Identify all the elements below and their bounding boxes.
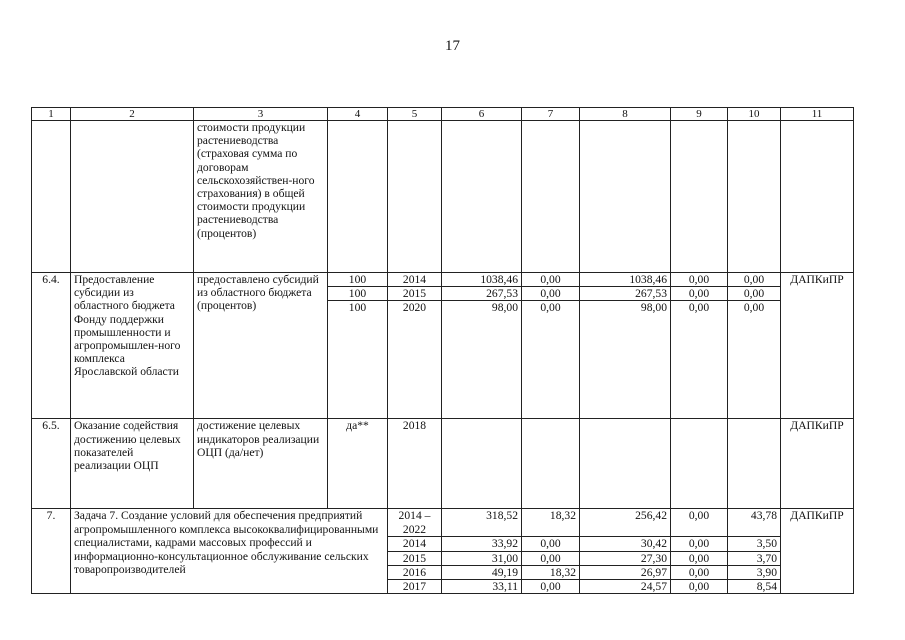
total-cell: 318,52 <box>442 509 522 537</box>
indicator-cell: стоимости продукции растениеводства (страховая сумма по договорам сельскохозяйствен-ного страхования) в общей стоимости продукции растениеводства (процентов) <box>194 121 328 273</box>
column-header: 2 <box>71 108 194 121</box>
row-number: 6.4. <box>32 273 71 419</box>
total-cell: 49,19 <box>442 565 522 579</box>
activity-name: Оказание содействия достижению целевых показателей реализации ОЦП <box>71 419 194 509</box>
executor-cell: ДАПКиПР <box>781 509 854 594</box>
year-cell: 2014 <box>388 273 442 287</box>
total-cell: 1038,46 <box>442 273 522 287</box>
municipal-cell: 0,00 <box>671 273 728 287</box>
other-cell: 0,00 <box>728 287 781 301</box>
federal-cell: 18,32 <box>522 565 580 579</box>
municipal-cell: 0,00 <box>671 509 728 537</box>
total-cell: 267,53 <box>442 287 522 301</box>
column-header: 3 <box>194 108 328 121</box>
column-header: 10 <box>728 108 781 121</box>
municipal-cell: 0,00 <box>671 287 728 301</box>
page-number: 17 <box>445 38 460 54</box>
regional-cell: 256,42 <box>580 509 671 537</box>
other-cell: 3,90 <box>728 565 781 579</box>
regional-cell: 30,42 <box>580 537 671 551</box>
table-row <box>32 273 854 287</box>
federal-cell: 18,32 <box>522 509 580 537</box>
year-cell: 2017 <box>388 580 442 594</box>
regional-cell: 267,53 <box>580 287 671 301</box>
total-cell: 33,92 <box>442 537 522 551</box>
other-cell: 3,50 <box>728 537 781 551</box>
regional-cell: 26,97 <box>580 565 671 579</box>
indicator-cell: предоставлено субсидий из областного бюджета (процентов) <box>194 273 328 419</box>
total-cell: 33,11 <box>442 580 522 594</box>
municipal-cell: 0,00 <box>671 580 728 594</box>
table-row <box>32 121 854 273</box>
regional-cell: 98,00 <box>580 301 671 419</box>
regional-cell: 24,57 <box>580 580 671 594</box>
column-header: 6 <box>442 108 522 121</box>
executor-cell: ДАПКиПР <box>781 419 854 509</box>
year-cell: 2020 <box>388 301 442 419</box>
other-cell: 43,78 <box>728 509 781 537</box>
target-value: 100 <box>328 287 388 301</box>
year-cell: 2014 – 2022 <box>388 509 442 537</box>
other-cell: 0,00 <box>728 273 781 287</box>
regional-cell: 1038,46 <box>580 273 671 287</box>
column-header: 5 <box>388 108 442 121</box>
total-cell: 31,00 <box>442 551 522 565</box>
row-number: 7. <box>32 509 71 594</box>
table-row <box>32 419 854 509</box>
year-cell: 2015 <box>388 551 442 565</box>
other-cell: 0,00 <box>728 301 781 419</box>
federal-cell: 0,00 <box>522 287 580 301</box>
target-value: 100 <box>328 301 388 419</box>
activity-name: Предоставление субсидии из областного бюджета Фонду поддержки промышленности и агропромышлен-ного комплекса Ярославской области <box>71 273 194 419</box>
target-value: 100 <box>328 273 388 287</box>
column-header: 11 <box>781 108 854 121</box>
federal-cell: 0,00 <box>522 551 580 565</box>
municipal-cell: 0,00 <box>671 537 728 551</box>
row-number: 6.5. <box>32 419 71 509</box>
table-row <box>32 509 854 537</box>
federal-cell: 0,00 <box>522 537 580 551</box>
target-value: да** <box>328 419 388 509</box>
executor-cell: ДАПКиПР <box>781 273 854 419</box>
municipal-cell: 0,00 <box>671 565 728 579</box>
total-cell: 98,00 <box>442 301 522 419</box>
federal-cell: 0,00 <box>522 301 580 419</box>
year-cell: 2018 <box>388 419 442 509</box>
column-header: 9 <box>671 108 728 121</box>
year-cell: 2015 <box>388 287 442 301</box>
column-header: 7 <box>522 108 580 121</box>
municipal-cell: 0,00 <box>671 301 728 419</box>
task-name: Задача 7. Создание условий для обеспечения предприятий агропромышленного комплекса высококвалифицированными специалистами, кадрами массовых профессий и информационно-консультационное обслуживание сельских товаропроизводителей <box>71 509 388 594</box>
column-header: 8 <box>580 108 671 121</box>
other-cell: 3,70 <box>728 551 781 565</box>
year-cell: 2014 <box>388 537 442 551</box>
municipal-cell: 0,00 <box>671 551 728 565</box>
column-header: 1 <box>32 108 71 121</box>
federal-cell: 0,00 <box>522 273 580 287</box>
federal-cell: 0,00 <box>522 580 580 594</box>
column-number-row <box>32 108 854 121</box>
other-cell: 8,54 <box>728 580 781 594</box>
year-cell: 2016 <box>388 565 442 579</box>
indicator-cell: достижение целевых индикаторов реализации ОЦП (да/нет) <box>194 419 328 509</box>
regional-cell: 27,30 <box>580 551 671 565</box>
program-table <box>31 107 854 594</box>
column-header: 4 <box>328 108 388 121</box>
